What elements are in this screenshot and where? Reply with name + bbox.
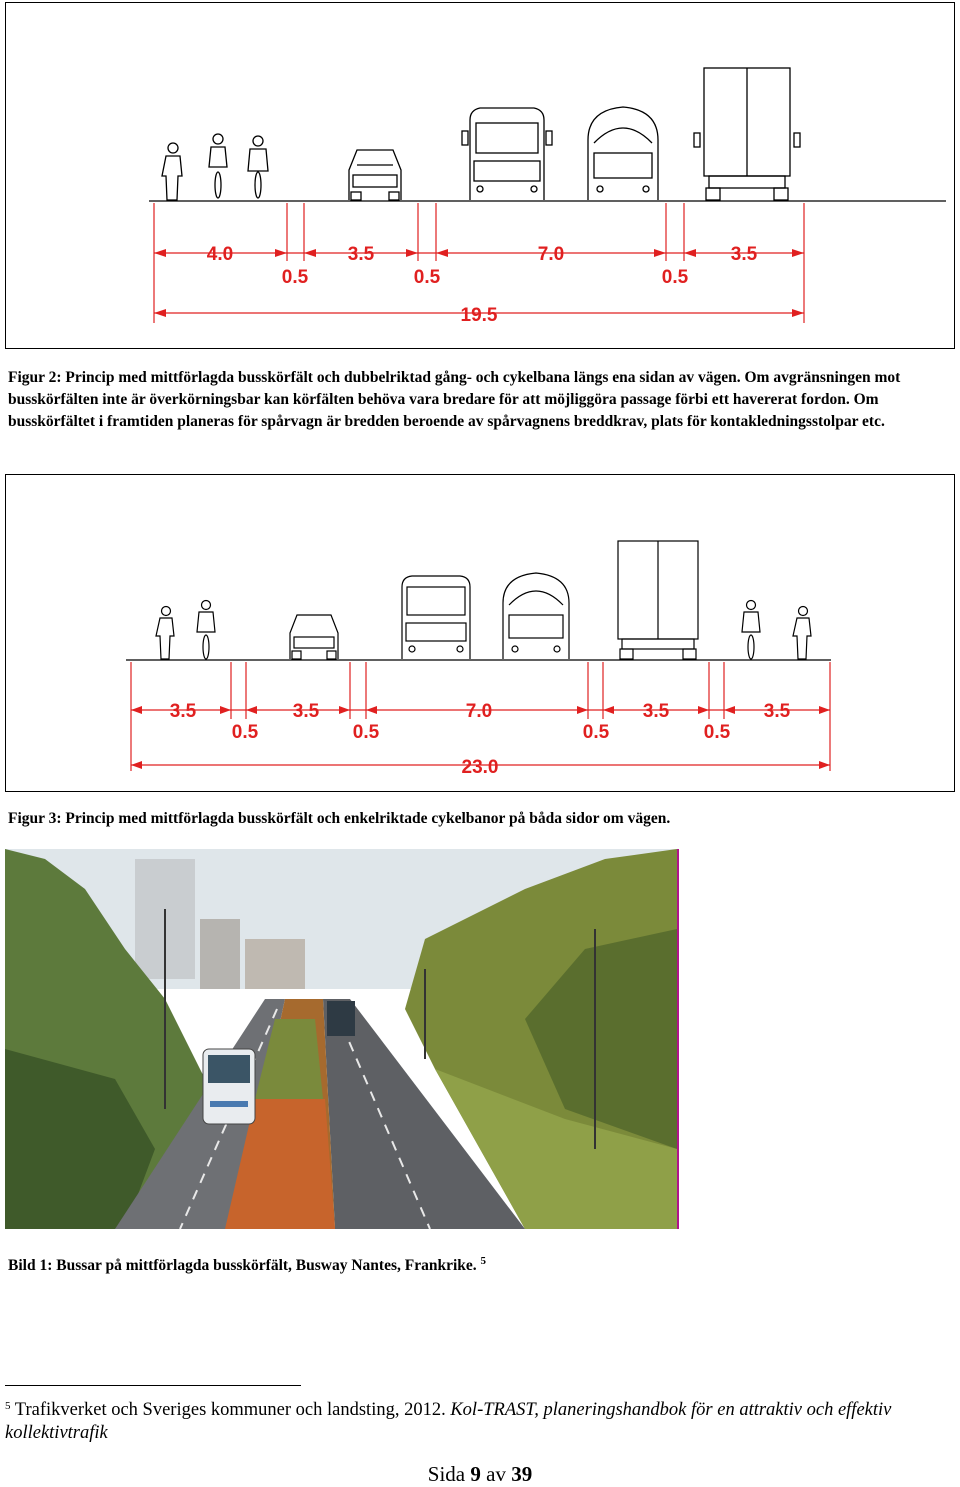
dim-label: 3.5 [169, 701, 197, 722]
dim-label: 7.0 [465, 701, 493, 722]
footnote-divider [5, 1385, 301, 1386]
cross-section-23-0 [6, 475, 956, 793]
dim-label: 3.5 [642, 701, 670, 722]
page-sep: av [486, 1462, 506, 1486]
footnote-number: 5 [5, 1400, 11, 1412]
dim-label: 3.5 [763, 701, 791, 722]
cyclist-icon [248, 136, 268, 198]
dim-label: 0.5 [582, 722, 610, 743]
bus-icon [588, 107, 658, 200]
dim-total: 19.5 [460, 305, 498, 326]
bus-icon [402, 576, 470, 659]
figure-2-caption: Figur 2: Princip med mittförlagda busskörfält och dubbelriktad gång- och cykelbana längs ena sidan av vägen. Om avgränsningen mot busskörfälten inte är överkörningsbar kan körfälten behöva vara bredare för att möjliggöra passage förbi ett havererat fordon. Om busskörfältet i framtiden planeras för spårvagn är bredden beroende av spårvagnens breddkrav, plats för kontakledningsstolpar etc. [8, 369, 901, 430]
dim-label: 0.5 [352, 722, 380, 743]
pedestrian-icon [793, 607, 811, 660]
dim-total: 23.0 [461, 757, 499, 778]
pedestrian-icon [162, 143, 182, 200]
cyclist-icon [209, 134, 227, 198]
truck-icon [618, 541, 698, 659]
dim-label: 3.5 [347, 244, 375, 265]
figure-2-diagram [5, 2, 955, 349]
figure-3-caption: Figur 3: Princip med mittförlagda busskörfält och enkelriktade cykelbanor på båda sidor om vägen. [8, 810, 671, 827]
dim-label: 3.5 [292, 701, 320, 722]
car-icon [290, 615, 338, 659]
dim-label: 3.5 [730, 244, 758, 265]
dim-label: 4.0 [206, 244, 234, 265]
truck-icon [694, 68, 800, 200]
page-label: Sida [427, 1462, 466, 1486]
dim-label: 0.5 [661, 267, 689, 288]
footnote [5, 1395, 950, 1445]
cyclist-icon [197, 601, 215, 660]
dim-label: 7.0 [537, 244, 565, 265]
bus-icon [462, 108, 552, 200]
dim-label: 0.5 [281, 267, 309, 288]
figure-3-diagram [5, 474, 955, 792]
page-number [0, 1462, 960, 1487]
dim-label: 0.5 [413, 267, 441, 288]
bus-icon [503, 573, 569, 659]
dim-label: 0.5 [231, 722, 259, 743]
cyclist-icon [742, 601, 760, 660]
photo-caption-text: Bild 1: Bussar på mittförlagda busskörfält, Busway Nantes, Frankrike. [8, 1257, 477, 1274]
page-current: 9 [470, 1462, 481, 1486]
busway-photo [5, 849, 679, 1229]
pedestrian-icon [156, 607, 174, 660]
footnote-title: Kol-TRAST, planeringshandbok för en attraktiv och effektiv kollektivtrafik [5, 1400, 892, 1443]
page-total: 39 [511, 1462, 533, 1486]
photo-caption-footnote-ref[interactable]: 5 [480, 1255, 487, 1267]
dim-label: 0.5 [703, 722, 731, 743]
photo-caption [8, 1250, 952, 1277]
car-icon [349, 150, 401, 200]
cross-section-19-5 [6, 3, 956, 350]
footnote-text: Trafikverket och Sveriges kommuner och landsting, 2012. [14, 1400, 451, 1420]
